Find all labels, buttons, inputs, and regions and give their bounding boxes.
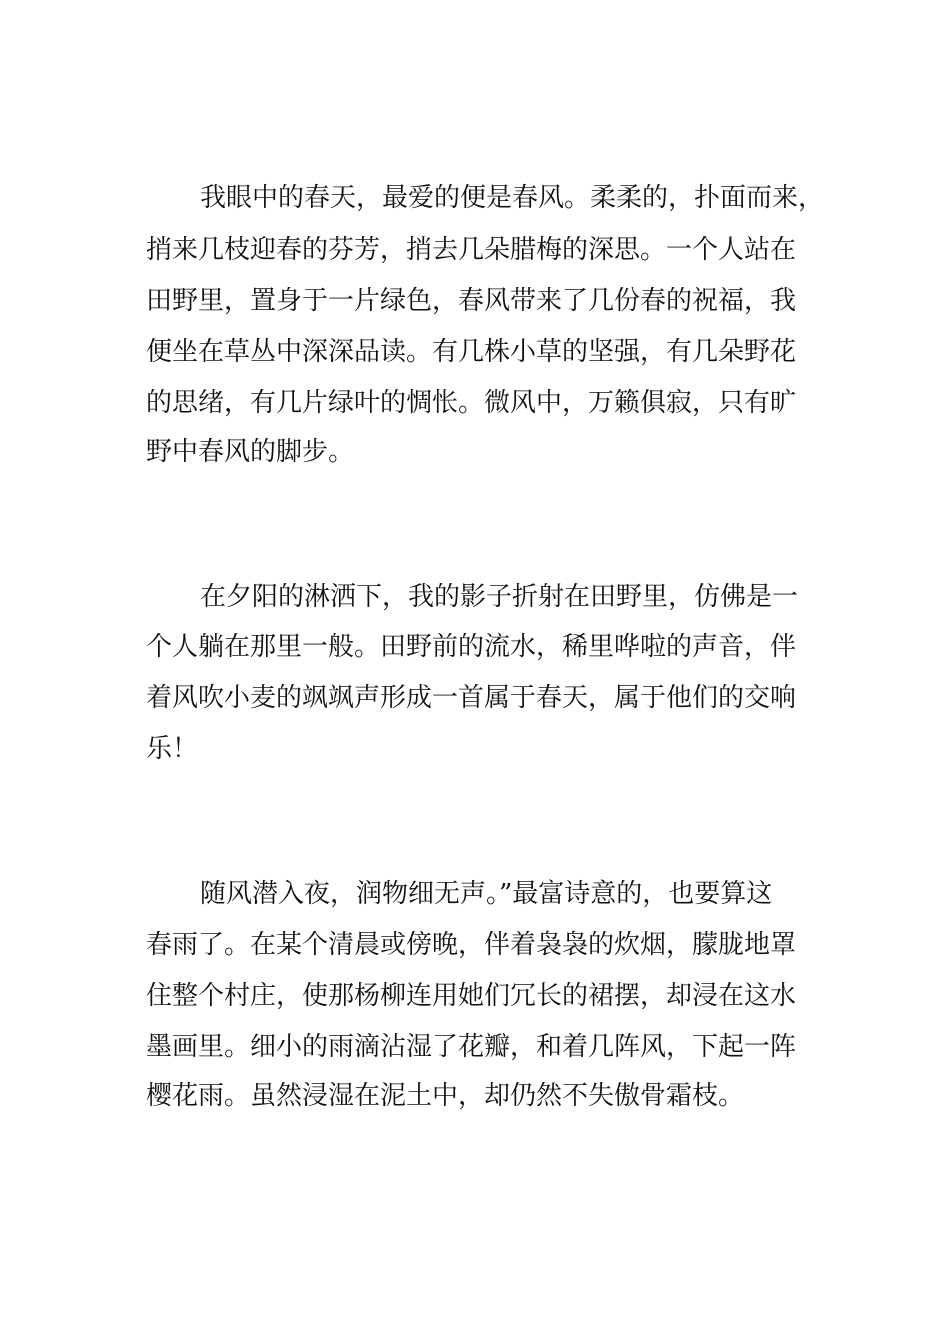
text-line: 春雨了。在某个清晨或傍晚，伴着袅袅的炊烟，朦胧地罩 [146,930,797,960]
text-line: 乐！ [146,734,199,764]
text-line: 便坐在草丛中深深品读。有几株小草的坚强，有几朵野花 [146,337,797,367]
text-line: 的思绪，有几片绿叶的惆怅。微风中，万籁俱寂，只有旷 [146,388,797,418]
text-line: 我眼中的春天，最爱的便是春风。柔柔的，扑面而来， [200,183,825,213]
text-line: 着风吹小麦的飒飒声形成一首属于春天，属于他们的交响 [146,683,797,713]
text-line: 樱花雨。虽然浸湿在泥土中，却仍然不失傲骨霜枝。 [146,1081,745,1111]
text-line: 墨画里。细小的雨滴沾湿了花瓣，和着几阵风，下起一阵 [146,1032,797,1062]
text-line: 在夕阳的淋洒下，我的影子折射在田野里，仿佛是一 [200,582,799,612]
text-line: 田野里，置身于一片绿色，春风带来了几份春的祝福，我 [146,286,797,316]
text-line: 住整个村庄，使那杨柳连用她们冗长的裙摆，却浸在这水 [146,981,797,1011]
text-line: 捎来几枝迎春的芬芳，捎去几朵腊梅的深思。一个人站在 [146,235,797,265]
text-line: 野中春风的脚步。 [146,437,355,467]
text-line: 个人躺在那里一般。田野前的流水，稀里哗啦的声音，伴 [146,632,797,662]
text-line: 随风潜入夜，润物细无声。”最富诗意的，也要算这 [200,879,773,909]
